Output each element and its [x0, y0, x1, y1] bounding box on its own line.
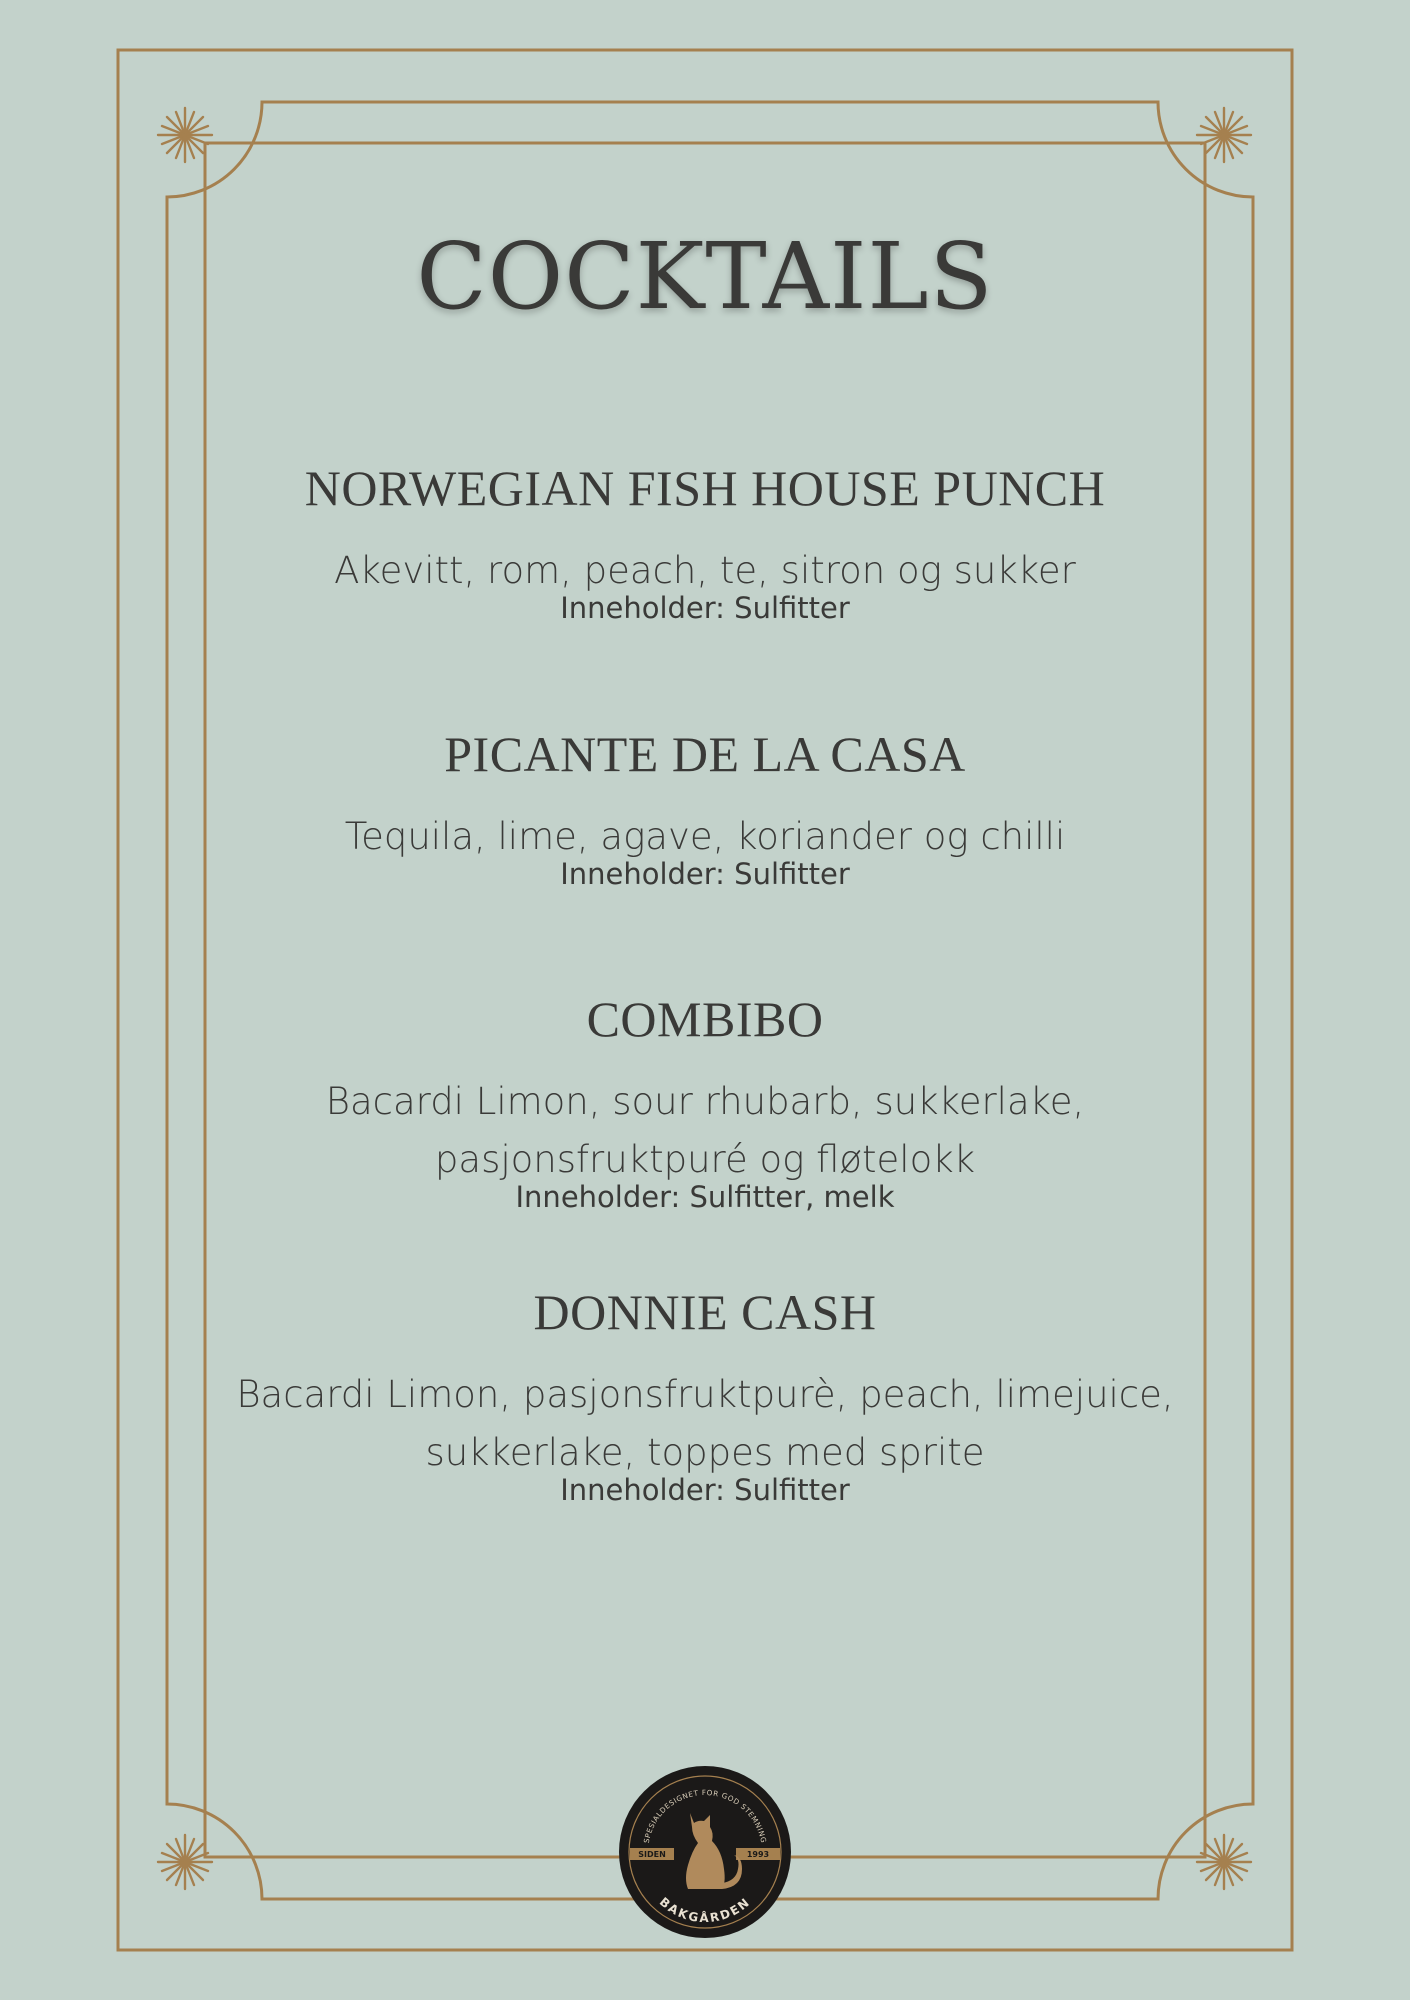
menu-item-allergens: Inneholder: Sulfitter	[560, 857, 850, 891]
bakgarden-logo	[618, 1765, 792, 1939]
menu-item-description: Tequila, lime, agave, koriander og chilli	[344, 815, 1066, 858]
menu-item-description: Akevitt, rom, peach, te, sitron og sukker	[334, 549, 1076, 592]
menu-item-allergens: Inneholder: Sulfitter, melk	[515, 1180, 895, 1214]
menu-item-description-line: Bacardi Limon, pasjonsfruktpurè, peach, limejuice,	[236, 1373, 1174, 1416]
logo-name: BAKGÅRDEN	[656, 1894, 754, 1926]
menu-item-name: COMBIBO	[586, 991, 824, 1047]
menu-item-description-line: sukkerlake, toppes med sprite	[425, 1431, 985, 1474]
logo-right-label: 1993	[746, 1850, 770, 1859]
page-title: COCKTAILS	[416, 223, 994, 330]
logo-arc-text: SPESIALDESIGNET FOR GOD STEMNING	[641, 1787, 769, 1844]
menu-item	[200, 458, 1210, 624]
menu-item-description-line: Bacardi Limon, sour rhubarb, sukkerlake,	[325, 1080, 1085, 1123]
menu-item-name: PICANTE DE LA CASA	[444, 726, 966, 782]
star-ornament-icon	[155, 1832, 215, 1892]
star-ornament-icon	[1194, 1832, 1254, 1892]
menu-item	[200, 989, 1210, 1213]
logo-left-label: SIDEN	[638, 1850, 666, 1859]
menu-item	[200, 1282, 1210, 1506]
menu-item	[200, 724, 1210, 890]
star-ornament-icon	[155, 105, 215, 165]
menu-item-allergens: Inneholder: Sulfitter	[560, 1473, 850, 1507]
star-ornament-icon	[1194, 105, 1254, 165]
menu-item-description-line: pasjonsfruktpuré og fløtelokk	[434, 1138, 976, 1181]
menu-item-name: NORWEGIAN FISH HOUSE PUNCH	[304, 460, 1106, 516]
menu-item-name: DONNIE CASH	[533, 1284, 877, 1340]
menu-item-allergens: Inneholder: Sulfitter	[560, 591, 850, 625]
